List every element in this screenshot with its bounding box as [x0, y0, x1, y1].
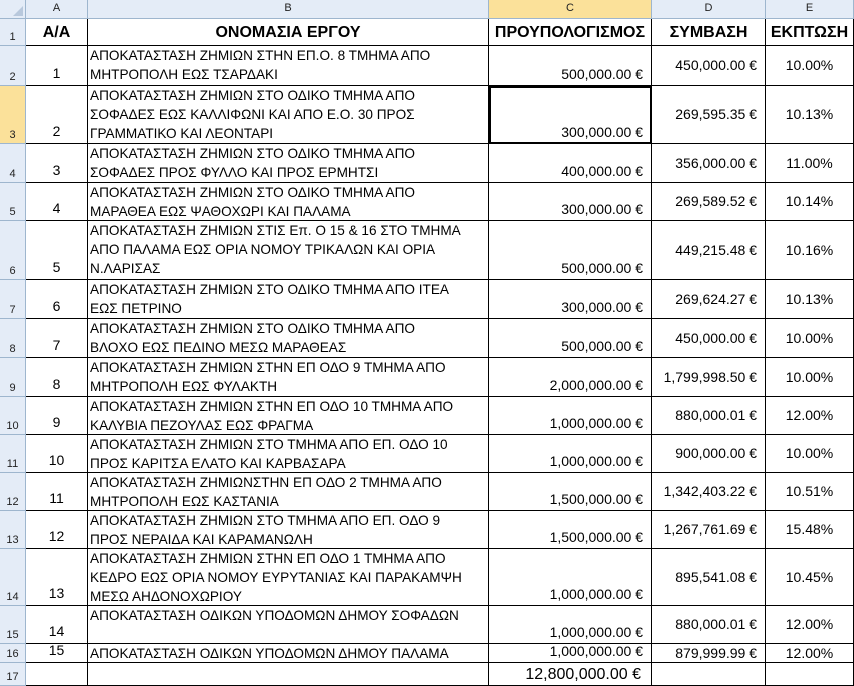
column-header-e[interactable]: E [766, 0, 854, 19]
contract-cell[interactable]: 1,267,761.69 € [652, 511, 766, 549]
project-name-line: ΚΕΔΡΟ ΕΩΣ ΟΡΙΑ ΝΟΜΟΥ ΕΥΡΥΤΑΝΙΑΣ ΚΑΙ ΠΑΡΑΚΑΜΨΗ [90, 570, 462, 586]
budget-cell[interactable]: 1,000,000.00 € [489, 606, 652, 644]
project-name-line: ΜΕΣΩ ΑΗΔΟΝΟΧΩΡΙΟΥ [90, 589, 242, 605]
project-name-line: ΜΑΡΑΘΕΑ ΕΩΣ ΨΑΘΟΧΩΡΙ ΚΑΙ ΠΑΛΑΜΑ [90, 204, 351, 220]
header-contract[interactable]: ΣΥΜΒΑΣΗ [652, 19, 766, 46]
row-header-5[interactable]: 5 [0, 183, 26, 221]
discount-cell[interactable]: 10.14% [766, 183, 854, 221]
aa-cell[interactable]: 4 [26, 183, 88, 221]
contract-cell[interactable]: 1,799,998.50 € [652, 358, 766, 397]
column-header-b[interactable]: B [88, 0, 489, 19]
contract-cell[interactable]: 900,000.00 € [652, 435, 766, 473]
row-header-13[interactable]: 13 [0, 511, 26, 549]
project-name-line: ΓΡΑΜΜΑΤΙΚΟ ΚΑΙ ΛΕΟΝΤΑΡΙ [90, 126, 274, 142]
budget-cell[interactable]: 1,000,000.00 € [489, 435, 652, 473]
project-name-line: ΣΟΦΑΔΕΣ ΠΡΟΣ ΦΥΛΛΟ ΚΑΙ ΠΡΟΣ ΕΡΜΗΤΣΙ [90, 165, 379, 181]
project-name-cell[interactable] [88, 473, 489, 511]
budget-cell[interactable]: 1,500,000.00 € [489, 511, 652, 549]
project-name-line: ΕΩΣ ΠΕΤΡΙΝΟ [90, 301, 182, 317]
row-header-9[interactable]: 9 [0, 358, 26, 397]
budget-cell[interactable]: 1,000,000.00 € [489, 644, 652, 663]
row-header-16[interactable]: 16 [0, 644, 26, 663]
aa-cell[interactable]: 6 [26, 280, 88, 319]
project-name-line: ΜΗΤΡΟΠΟΛΗ ΕΩΣ ΦΥΛΑΚΤΗ [90, 379, 278, 395]
aa-cell[interactable]: 12 [26, 511, 88, 549]
contract-cell[interactable]: 880,000.01 € [652, 397, 766, 435]
aa-cell[interactable]: 11 [26, 473, 88, 511]
project-name-cell[interactable] [88, 144, 489, 183]
empty-cell[interactable] [26, 663, 88, 686]
discount-cell[interactable]: 10.00% [766, 358, 854, 397]
header-budget[interactable]: ΠΡΟΥΠΟΛΟΓΙΣΜΟΣ [489, 19, 652, 46]
project-name-line: Ν.ΛΑΡΙΣΑΣ [90, 261, 161, 277]
project-name-cell[interactable] [88, 606, 489, 644]
contract-cell[interactable]: 449,215.48 € [652, 221, 766, 280]
empty-cell[interactable] [652, 663, 766, 686]
project-name-line: ΒΛΟΧΟ ΕΩΣ ΠΕΔΙΝΟ ΜΕΣΩ ΜΑΡΑΘΕΑΣ [90, 340, 347, 356]
project-name-line: ΑΠΟΚΑΤΑΣΤΑΣΗ ΖΗΜΙΩΝ ΣΤΗΝ ΕΠ ΟΔΟ 1 ΤΜΗΜΑ ΑΠΟ [90, 551, 446, 566]
row-header-11[interactable]: 11 [0, 435, 26, 473]
discount-cell[interactable]: 10.13% [766, 280, 854, 319]
budget-cell[interactable]: 2,000,000.00 € [489, 358, 652, 397]
discount-cell[interactable]: 10.00% [766, 435, 854, 473]
budget-cell[interactable]: 500,000.00 € [489, 46, 652, 86]
budget-cell[interactable]: 500,000.00 € [489, 221, 652, 280]
discount-cell[interactable]: 12.00% [766, 397, 854, 435]
project-name-line: ΑΠΟΚΑΤΑΣΤΑΣΗ ΖΗΜΙΩΝ ΣΤΟ ΤΜΗΜΑ ΑΠΟ ΕΠ. ΟΔΟ 9 [90, 513, 441, 528]
project-name-line: ΑΠΟΚΑΤΑΣΤΑΣΗ ΖΗΜΙΩΝΣΤΗΝ ΕΠ ΟΔΟ 2 ΤΜΗΜΑ ΑΠΟ [90, 475, 442, 490]
project-name-cell[interactable] [88, 183, 489, 221]
discount-cell[interactable]: 12.00% [766, 606, 854, 644]
select-all-corner[interactable] [0, 0, 26, 19]
project-name-cell[interactable] [88, 280, 489, 319]
project-name-line: ΑΠΟΚΑΤΑΣΤΑΣΗ ΖΗΜΙΩΝ ΣΤΗΝ ΕΠ.Ο. 8 ΤΜΗΜΑ ΑΠΟ [90, 48, 431, 63]
discount-cell[interactable]: 11.00% [766, 144, 854, 183]
budget-cell[interactable]: 300,000.00 € [489, 183, 652, 221]
project-name-line: ΜΗΤΡΟΠΟΛΗ ΕΩΣ ΚΑΣΤΑΝΙΑ [90, 494, 279, 510]
contract-cell[interactable]: 450,000.00 € [652, 46, 766, 86]
project-name-line: ΑΠΟΚΑΤΑΣΤΑΣΗ ΖΗΜΙΩΝ ΣΤΟ ΟΔΙΚΟ ΤΜΗΜΑ ΑΠΟ ΙΤΕΑ [90, 282, 449, 297]
contract-cell[interactable]: 269,624.27 € [652, 280, 766, 319]
project-name-line: ΑΠΟΚΑΤΑΣΤΑΣΗ ΖΗΜΙΩΝ ΣΤΟ ΟΔΙΚΟ ΤΜΗΜΑ ΑΠΟ [90, 185, 415, 200]
contract-cell[interactable]: 269,595.35 € [652, 86, 766, 144]
row-header-17[interactable]: 17 [0, 663, 26, 686]
project-name-cell[interactable] [88, 86, 489, 144]
budget-cell[interactable]: 400,000.00 € [489, 144, 652, 183]
project-name-line: ΑΠΟΚΑΤΑΣΤΑΣΗ ΖΗΜΙΩΝ ΣΤΟ ΟΔΙΚΟ ΤΜΗΜΑ ΑΠΟ [90, 146, 415, 161]
column-header-d[interactable]: D [652, 0, 766, 19]
budget-cell[interactable]: 300,000.00 € [489, 86, 652, 144]
header-discount[interactable]: ΕΚΠΤΩΣΗ [766, 19, 854, 46]
project-name-line: ΑΠΟΚΑΤΑΣΤΑΣΗ ΟΔΙΚΩΝ ΥΠΟΔΟΜΩΝ ΔΗΜΟΥ ΠΑΛΑΜΑ [90, 646, 449, 661]
project-name-line: ΑΠΟΚΑΤΑΣΤΑΣΗ ΖΗΜΙΩΝ ΣΤΗΝ ΕΠ ΟΔΟ 10 ΤΜΗΜΑ ΑΠΟ [90, 399, 454, 414]
project-name-line: ΑΠΟΚΑΤΑΣΤΑΣΗ ΖΗΜΙΩΝ ΣΤΗΝ ΕΠ ΟΔΟ 9 ΤΜΗΜΑ ΑΠΟ [90, 360, 446, 375]
empty-cell[interactable] [766, 663, 854, 686]
aa-cell[interactable]: 3 [26, 144, 88, 183]
project-name-line: ΑΠΟΚΑΤΑΣΤΑΣΗ ΖΗΜΙΩΝ ΣΤΟ ΟΔΙΚΟ ΤΜΗΜΑ ΑΠΟ [90, 321, 415, 336]
project-name-cell[interactable] [88, 46, 489, 86]
header-aa[interactable]: Α/Α [26, 19, 88, 46]
contract-cell[interactable]: 880,000.01 € [652, 606, 766, 644]
project-name-line: ΑΠΟ ΠΑΛΑΜΑ ΕΩΣ ΟΡΙΑ ΝΟΜΟΥ ΤΡΙΚΑΛΩΝ ΚΑΙ ΟΡΙΑ [90, 242, 436, 258]
project-name-line: ΠΡΟΣ ΝΕΡΑΙΔΑ ΚΑΙ ΚΑΡΑΜΑΝΩΛΗ [90, 532, 313, 548]
budget-cell[interactable]: 1,500,000.00 € [489, 473, 652, 511]
row-header-14[interactable]: 14 [0, 549, 26, 606]
project-name-line: ΑΠΟΚΑΤΑΣΤΑΣΗ ΖΗΜΙΩΝ ΣΤΙΣ Επ. Ο 15 & 16 ΣΤΟ ΤΜΗΜΑ [90, 223, 461, 238]
contract-cell[interactable]: 895,541.08 € [652, 549, 766, 606]
project-name-line: ΑΠΟΚΑΤΑΣΤΑΣΗ ΖΗΜΙΩΝ ΣΤΟ ΤΜΗΜΑ ΑΠΟ ΕΠ. ΟΔΟ 10 [90, 437, 448, 452]
contract-cell[interactable]: 879,999.99 € [652, 644, 766, 663]
contract-cell[interactable]: 450,000.00 € [652, 319, 766, 358]
aa-cell[interactable]: 10 [26, 435, 88, 473]
discount-cell[interactable]: 10.51% [766, 473, 854, 511]
header-name[interactable]: ΟΝΟΜΑΣΙΑ ΕΡΓΟΥ [88, 19, 489, 46]
discount-cell[interactable]: 10.00% [766, 46, 854, 86]
project-name-line: ΑΠΟΚΑΤΑΣΤΑΣΗ ΖΗΜΙΩΝ ΣΤΟ ΟΔΙΚΟ ΤΜΗΜΑ ΑΠΟ [90, 88, 415, 103]
row-header-4[interactable]: 4 [0, 144, 26, 183]
column-header-c[interactable]: C [489, 0, 652, 19]
project-name-cell[interactable] [88, 644, 489, 663]
row-header-2[interactable]: 2 [0, 46, 26, 86]
project-name-cell[interactable] [88, 358, 489, 397]
project-name-cell[interactable] [88, 397, 489, 435]
project-name-line: ΜΗΤΡΟΠΟΛΗ ΕΩΣ ΤΣΑΡΔΑΚΙ [90, 67, 278, 83]
aa-cell[interactable]: 13 [26, 549, 88, 606]
discount-cell[interactable]: 15.48% [766, 511, 854, 549]
project-name-cell[interactable] [88, 319, 489, 358]
budget-cell[interactable]: 500,000.00 € [489, 319, 652, 358]
row-header-6[interactable]: 6 [0, 221, 26, 280]
project-name-line: ΚΑΛΥΒΙΑ ΠΕΖΟΥΛΑΣ ΕΩΣ ΦΡΑΓΜΑ [90, 418, 314, 434]
project-name-cell[interactable] [88, 549, 489, 606]
row-header-3[interactable]: 3 [0, 86, 26, 144]
aa-cell[interactable]: 7 [26, 319, 88, 358]
contract-cell[interactable]: 356,000.00 € [652, 144, 766, 183]
empty-cell[interactable] [88, 663, 489, 686]
aa-cell[interactable]: 8 [26, 358, 88, 397]
row-header-7[interactable]: 7 [0, 280, 26, 319]
aa-cell[interactable]: 9 [26, 397, 88, 435]
aa-cell[interactable]: 14 [26, 606, 88, 644]
row-header-12[interactable]: 12 [0, 473, 26, 511]
aa-cell[interactable]: 2 [26, 86, 88, 144]
row-header-8[interactable]: 8 [0, 319, 26, 358]
project-name-cell[interactable] [88, 435, 489, 473]
project-name-cell[interactable] [88, 221, 489, 280]
project-name-cell[interactable] [88, 511, 489, 549]
discount-cell[interactable]: 10.16% [766, 221, 854, 280]
row-header-1[interactable]: 1 [0, 19, 26, 46]
aa-cell[interactable]: 1 [26, 46, 88, 86]
budget-cell[interactable]: 1,000,000.00 € [489, 549, 652, 606]
project-name-line: ΑΠΟΚΑΤΑΣΤΑΣΗ ΟΔΙΚΩΝ ΥΠΟΔΟΜΩΝ ΔΗΜΟΥ ΣΟΦΑΔΩΝ [90, 608, 459, 623]
discount-cell[interactable]: 10.00% [766, 319, 854, 358]
total-budget-cell[interactable]: 12,800,000.00 € [489, 663, 652, 686]
contract-cell[interactable]: 269,589.52 € [652, 183, 766, 221]
row-header-10[interactable]: 10 [0, 397, 26, 435]
project-name-line: ΠΡΟΣ ΚΑΡΙΤΣΑ ΕΛΑΤΟ ΚΑΙ ΚΑΡΒΑΣΑΡΑ [90, 456, 346, 472]
row-header-15[interactable]: 15 [0, 606, 26, 644]
budget-cell[interactable]: 1,000,000.00 € [489, 397, 652, 435]
project-name-line: ΣΟΦΑΔΕΣ ΕΩΣ ΚΑΛΛΙΦΩΝΙ ΚΑΙ ΑΠΟ Ε.Ο. 30 ΠΡΟΣ [90, 107, 415, 123]
aa-cell[interactable]: 5 [26, 221, 88, 280]
discount-cell[interactable]: 10.45% [766, 549, 854, 606]
aa-cell[interactable]: 15 [26, 644, 88, 663]
column-header-a[interactable]: A [26, 0, 88, 19]
budget-cell[interactable]: 300,000.00 € [489, 280, 652, 319]
discount-cell[interactable]: 12.00% [766, 644, 854, 663]
discount-cell[interactable]: 10.13% [766, 86, 854, 144]
contract-cell[interactable]: 1,342,403.22 € [652, 473, 766, 511]
